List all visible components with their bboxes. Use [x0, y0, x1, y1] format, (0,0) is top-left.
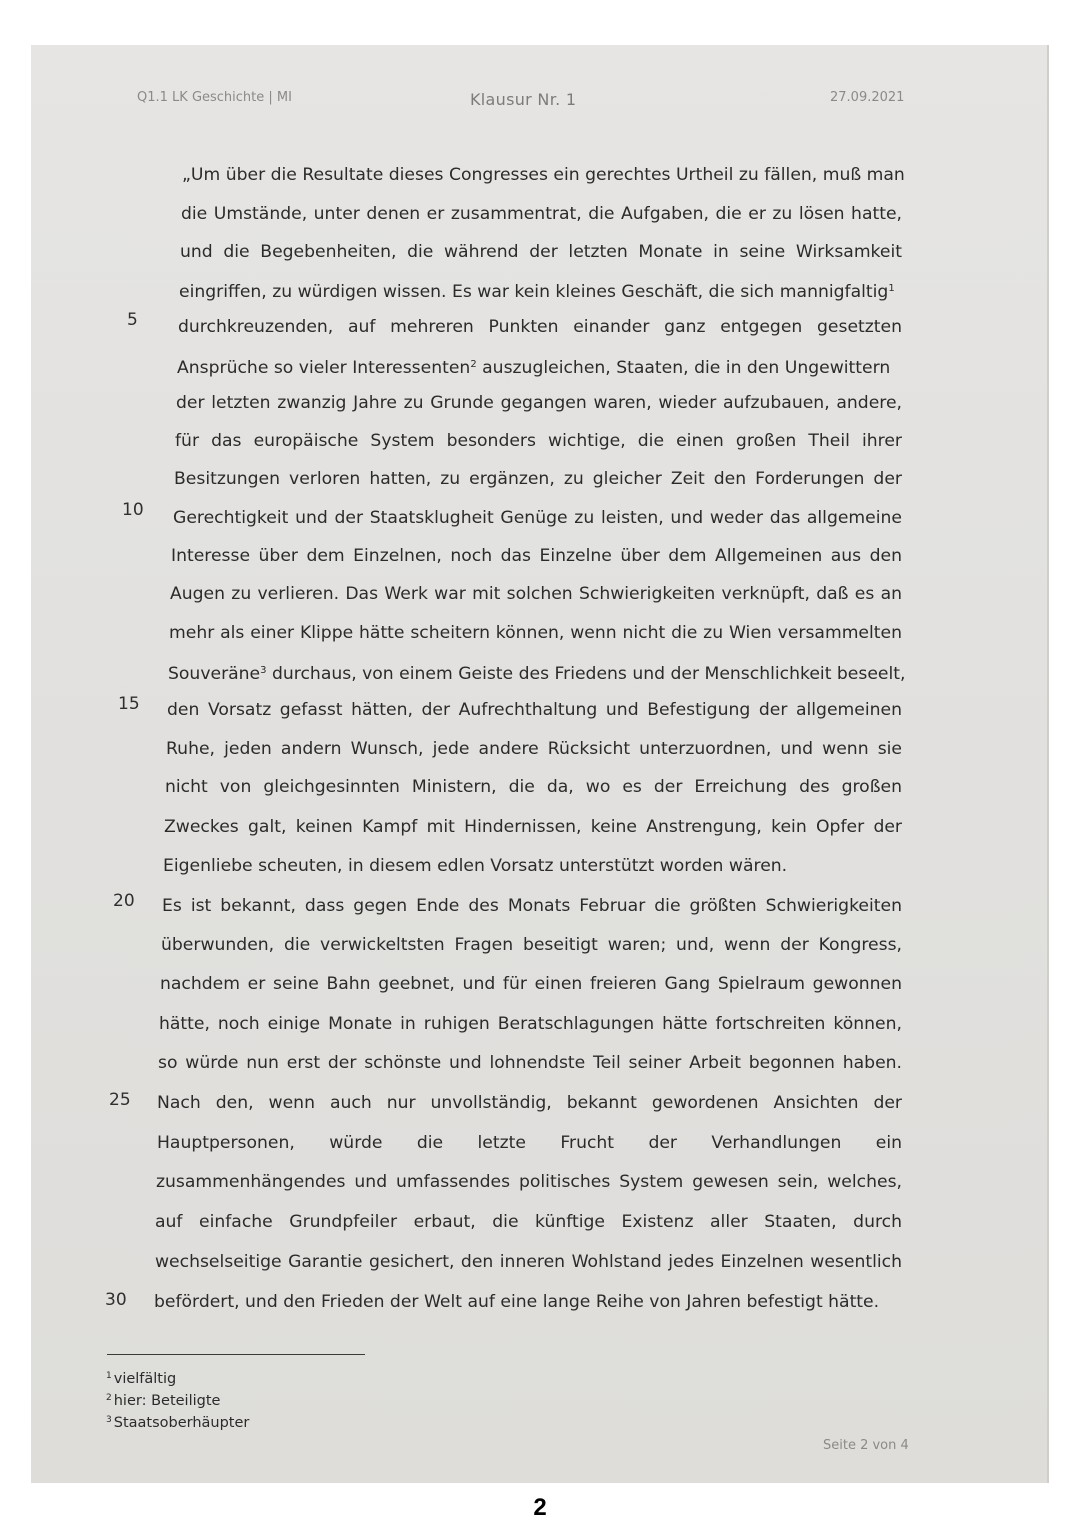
text-line-26: Hauptpersonen, würde die letzte Frucht der Verhandlungen ein	[157, 1133, 902, 1153]
page-number: 2	[533, 1494, 547, 1521]
header-course: Q1.1 LK Geschichte | MI	[137, 90, 292, 105]
line-number-30: 30	[105, 1290, 127, 1310]
header-date: 27.09.2021	[830, 90, 905, 105]
text-line-19: Eigenliebe scheuten, in diesem edlen Vorsatz unterstützt worden wären.	[163, 856, 788, 876]
footnote-ref-2: 2	[470, 359, 477, 370]
text-line-4: eingriffen, zu würdigen wissen. Es war kein kleines Geschäft, die sich mannigfaltig$^1$	[179, 282, 895, 302]
text-line-11: Interesse über dem Einzelnen, noch das Einzelne über dem Allgemeinen aus den	[171, 546, 902, 566]
line-number-5: 5	[127, 310, 138, 330]
text-line-23: hätte, noch einige Monate in ruhigen Beratschlagungen hätte fortschreiten können,	[159, 1014, 902, 1034]
text-line-16: Ruhe, jeden andern Wunsch, jede andere Rücksicht unterzuordnen, und wenn sie	[166, 739, 902, 759]
footnote-1: $^1$ vielfältig	[106, 1371, 177, 1387]
text-line-22: nachdem er seine Bahn geebnet, und für einen freieren Gang Spielraum gewonnen	[160, 974, 902, 994]
text-line-28: auf einfache Grundpfeiler erbaut, die künftige Existenz aller Staaten, durch	[155, 1212, 902, 1232]
text-line-29: wechselseitige Garantie gesichert, den inneren Wohlstand jedes Einzelnen wesentlich	[155, 1252, 902, 1272]
text-line-20: Es ist bekannt, dass gegen Ende des Monats Februar die größten Schwierigkeiten	[162, 896, 902, 916]
text-line-8: für das europäische System besonders wichtige, die einen großen Theil ihrer	[175, 431, 902, 451]
header-title: Klausur Nr. 1	[470, 90, 577, 109]
text-line-2: die Umstände, unter denen er zusammentrat, die Aufgaben, die er zu lösen hatte,	[181, 204, 902, 224]
text-line-15: den Vorsatz gefasst hätten, der Aufrechthaltung und Befestigung der allgemeinen	[167, 700, 902, 720]
line-number-15: 15	[118, 694, 140, 714]
text-line-27: zusammenhängendes und umfassendes politisches System gewesen sein, welches,	[156, 1172, 902, 1192]
text-line-18: Zweckes galt, keinen Kampf mit Hindernissen, keine Anstrengung, kein Opfer der	[164, 817, 902, 837]
line-number-10: 10	[122, 500, 144, 520]
text-line-5: durchkreuzenden, auf mehreren Punkten einander ganz entgegen gesetzten	[178, 317, 902, 337]
text-line-21: überwunden, die verwickeltsten Fragen beseitigt waren; und, wenn der Kongress,	[161, 935, 902, 955]
text-line-24: so würde nun erst der schönste und lohnendste Teil seiner Arbeit begonnen haben.	[158, 1053, 902, 1073]
line-number-20: 20	[113, 891, 135, 911]
footnote-3: $^3$ Staatsoberhäupter	[106, 1415, 250, 1431]
text-line-12: Augen zu verlieren. Das Werk war mit solchen Schwierigkeiten verknüpft, daß es an	[170, 584, 902, 604]
text-line-9: Besitzungen verloren hatten, zu ergänzen, zu gleicher Zeit den Forderungen der	[174, 469, 902, 489]
footnote-divider	[107, 1354, 365, 1355]
footnote-ref-3: 3	[260, 665, 267, 676]
footnote-2: $^2$ hier: Beteiligte	[106, 1393, 221, 1409]
text-line-30: befördert, und den Frieden der Welt auf eine lange Reihe von Jahren befestigt hätte.	[154, 1292, 880, 1312]
page-info: Seite 2 von 4	[823, 1438, 909, 1453]
text-line-3: und die Begebenheiten, die während der letzten Monate in seine Wirksamkeit	[180, 242, 902, 262]
text-line-6: Ansprüche so vieler Interessenten$^2$ auszugleichen, Staaten, die in den Ungewittern	[177, 358, 891, 378]
text-line-10: Gerechtigkeit und der Staatsklugheit Genüge zu leisten, und weder das allgemeine	[173, 508, 902, 528]
text-line-7: der letzten zwanzig Jahre zu Grunde gegangen waren, wieder aufzubauen, andere,	[176, 393, 902, 413]
text-line-14: Souveräne$^3$ durchaus, von einem Geiste des Friedens und der Menschlichkeit beseelt,	[168, 664, 906, 684]
line-number-25: 25	[109, 1090, 131, 1110]
text-line-17: nicht von gleichgesinnten Ministern, die da, wo es der Erreichung des großen	[165, 777, 902, 797]
text-line-25: Nach den, wenn auch nur unvollständig, bekannt gewordenen Ansichten der	[157, 1093, 902, 1113]
text-line-13: mehr als einer Klippe hätte scheitern können, wenn nicht die zu Wien versammelten	[169, 623, 902, 643]
footnote-ref-1: 1	[888, 283, 895, 294]
text-line-1: „Um über die Resultate dieses Congresses ein gerechtes Urtheil zu fällen, muß man	[182, 165, 905, 185]
